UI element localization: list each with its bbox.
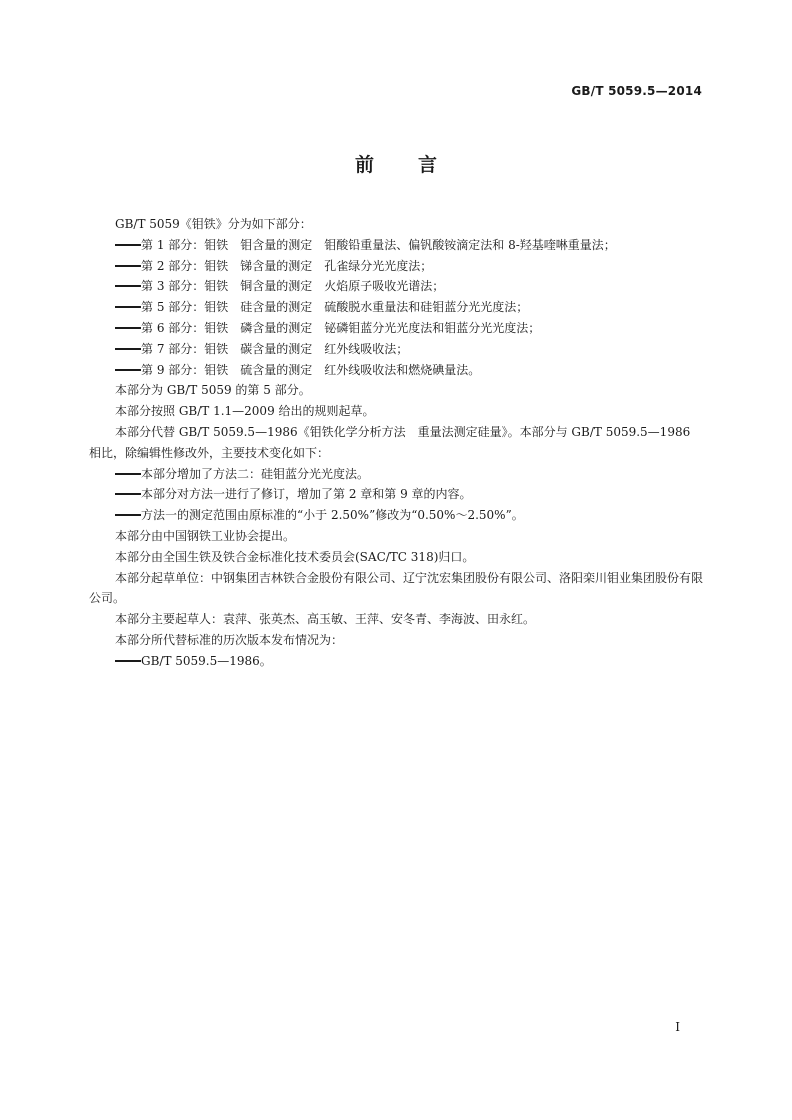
paragraph-replaces-text: 本部分代替 GB/T 5059.5—1986《钼铁化学分析方法 重量法测定硅量》。本部分与 GB/T 5059.5—1986 相比，除编辑性修改外，主要技术变化如下：	[89, 424, 691, 460]
list-item	[89, 297, 703, 318]
list-item	[89, 256, 703, 277]
em-dash	[115, 362, 141, 374]
em-dash	[115, 466, 141, 478]
paragraph-centralized-by: 本部分由全国生铁及铁合金标准化技术委员会(SAC/TC 318)归口。	[115, 549, 475, 564]
paragraph-drafting-units-text: 本部分起草单位：中钢集团吉林铁合金股份有限公司、辽宁沈宏集团股份有限公司、洛阳栾川钼业集团股份有限公司。	[89, 570, 704, 606]
page-title: 前言	[354, 154, 481, 176]
paragraph-drafting-units	[89, 568, 703, 610]
list-item	[89, 339, 703, 360]
list-item-text: 本部分增加了方法二：硅钼蓝分光光度法。	[141, 466, 370, 481]
em-dash	[115, 341, 141, 353]
em-dash	[115, 486, 141, 498]
list-item-text: 第 5 部分：钼铁 硅含量的测定 硫酸脱水重量法和硅钼蓝分光光度法；	[141, 300, 529, 315]
list-item-text: 第 3 部分：钼铁 铜含量的测定 火焰原子吸收光谱法；	[141, 279, 445, 294]
list-item-text: 第 1 部分：钼铁 钼含量的测定 钼酸铅重量法、偏钒酸铵滴定法和 8-羟基喹啉重量法；	[141, 237, 616, 252]
list-item	[89, 484, 703, 505]
paragraph-replaces	[89, 422, 703, 464]
standard-number: GB/T 5059.5—2014	[571, 84, 702, 98]
list-item	[89, 235, 703, 256]
intro-paragraph: GB/T 5059《钼铁》分为如下部分：	[115, 217, 312, 231]
paragraph-drafters: 本部分主要起草人：袁萍、张英杰、高玉敏、王萍、安冬青、李海波、田永红。	[115, 612, 536, 627]
em-dash	[115, 507, 141, 519]
list-item	[89, 318, 703, 339]
list-item-text: 第 7 部分：钼铁 碳含量的测定 红外线吸收法；	[141, 341, 409, 356]
em-dash	[115, 237, 141, 249]
em-dash	[115, 299, 141, 311]
em-dash	[115, 653, 141, 665]
list-item	[89, 651, 703, 672]
em-dash	[115, 320, 141, 332]
em-dash	[115, 258, 141, 270]
list-item-text: 本部分对方法一进行了修订，增加了第 2 章和第 9 章的内容。	[141, 487, 472, 502]
list-item	[89, 464, 703, 485]
list-item-text: 第 9 部分：钼铁 硫含量的测定 红外线吸收法和燃烧碘量法。	[141, 362, 481, 377]
em-dash	[115, 278, 141, 290]
paragraph-proposed-by: 本部分由中国钢铁工业协会提出。	[115, 528, 296, 543]
list-item	[89, 360, 703, 381]
list-item-text: 方法一的测定范围由原标准的“小于 2.50%”修改为“0.50%～2.50%”。	[141, 508, 524, 523]
list-item	[89, 276, 703, 297]
list-item-text: 第 2 部分：钼铁 锑含量的测定 孔雀绿分光光度法；	[141, 258, 433, 273]
page-number: I	[675, 1020, 680, 1034]
paragraph-history-intro: 本部分所代替标准的历次版本发布情况为：	[115, 632, 344, 647]
paragraph-drafting-rules: 本部分按照 GB/T 1.1—2009 给出的规则起草。	[115, 404, 375, 419]
list-item-text: 第 6 部分：钼铁 磷含量的测定 铋磷钼蓝分光光度法和钼蓝分光光度法；	[141, 320, 541, 335]
document-body	[89, 214, 703, 672]
list-item	[89, 505, 703, 526]
paragraph-part-of: 本部分为 GB/T 5059 的第 5 部分。	[115, 383, 311, 398]
list-item-text: GB/T 5059.5—1986。	[141, 653, 272, 668]
